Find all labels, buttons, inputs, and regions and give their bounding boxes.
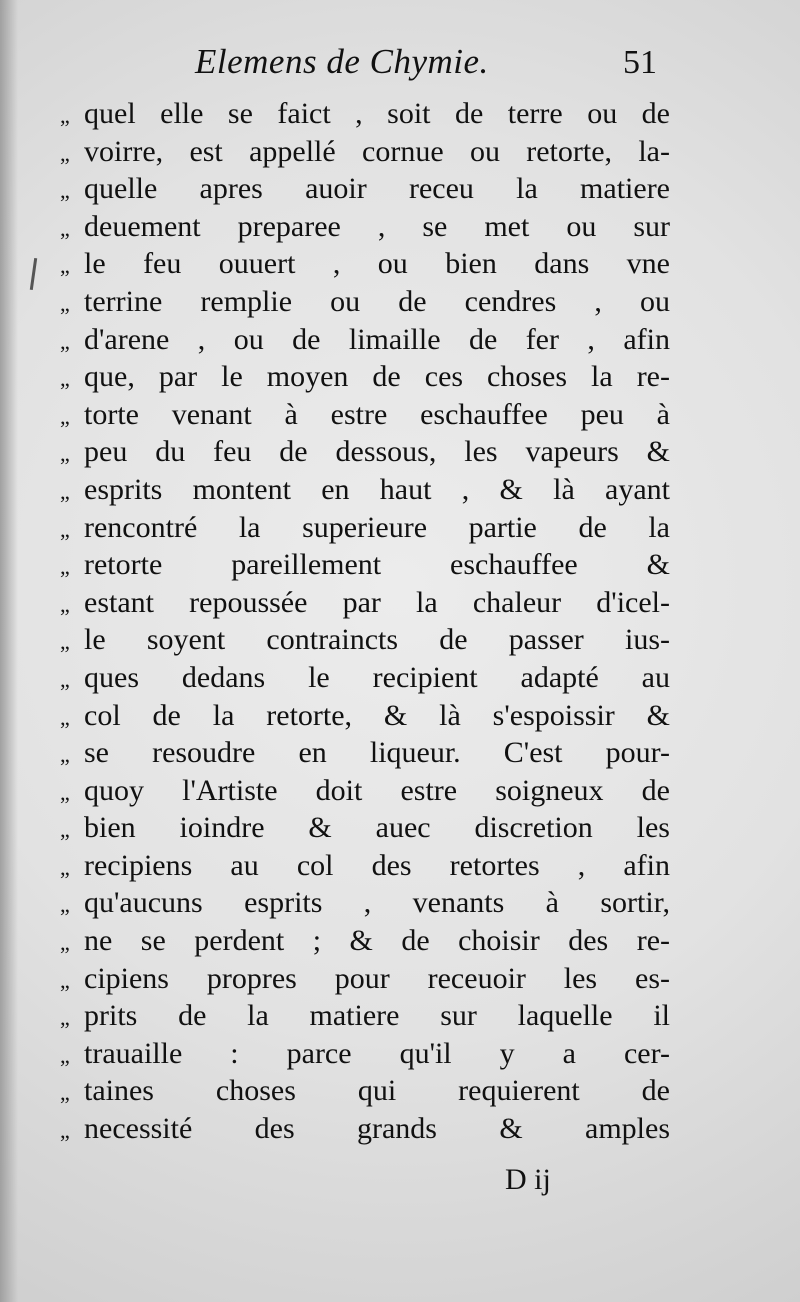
quote-mark: „	[60, 290, 69, 316]
quote-mark: „	[60, 441, 69, 467]
quote-mark: „	[60, 516, 69, 542]
line-text: se resoudre en liqueur. C'est pour-	[84, 736, 670, 770]
text-line	[60, 584, 670, 622]
text-line	[60, 734, 670, 772]
text-line	[60, 960, 670, 998]
text-line	[60, 396, 670, 434]
quote-mark: „	[60, 366, 69, 392]
text-line	[60, 546, 670, 584]
line-text: deuement preparee , se met ou sur	[84, 209, 670, 243]
text-line	[60, 133, 670, 171]
quote-mark: „	[60, 629, 69, 655]
quote-mark: „	[60, 1118, 69, 1144]
line-text: quelle apres auoir receu la matiere	[84, 172, 670, 206]
line-text: torte venant à estre eschauffee peu à	[84, 397, 670, 431]
line-text: terrine remplie ou de cendres , ou	[84, 284, 670, 318]
quote-mark: „	[60, 403, 69, 429]
line-text: recipiens au col des retortes , afin	[84, 848, 670, 882]
gutter-shadow	[0, 0, 18, 1302]
line-text: qu'aucuns esprits , venants à sortir,	[84, 886, 670, 920]
line-text: le soyent contraincts de passer ius-	[84, 623, 670, 657]
quote-mark: „	[60, 967, 69, 993]
text-line	[60, 1072, 670, 1110]
line-text: quoy l'Artiste doit estre soigneux de	[84, 773, 670, 807]
line-text: necessité des grands & amples	[84, 1112, 670, 1146]
quote-mark: „	[60, 779, 69, 805]
page-number: 51	[623, 44, 657, 81]
quote-mark: „	[60, 478, 69, 504]
line-text: cipiens propres pour receuoir les es-	[84, 961, 670, 995]
quote-mark: „	[60, 1005, 69, 1031]
line-text: d'arene , ou de limaille de fer , afin	[84, 322, 670, 356]
text-line	[60, 809, 670, 847]
quote-mark: „	[60, 666, 69, 692]
line-text: peu du feu de dessous, les vapeurs &	[84, 435, 670, 469]
line-text: esprits montent en haut , & là ayant	[84, 472, 670, 506]
quote-mark: „	[60, 591, 69, 617]
quote-mark: „	[60, 328, 69, 354]
page-header	[195, 42, 665, 92]
line-text: le feu ouuert , ou bien dans vne	[84, 247, 670, 281]
quote-mark: „	[60, 1042, 69, 1068]
quote-mark: „	[60, 253, 69, 279]
text-line	[60, 283, 670, 321]
quote-mark: „	[60, 178, 69, 204]
quote-mark: „	[60, 103, 69, 128]
text-line	[60, 1035, 670, 1073]
text-line	[60, 245, 670, 283]
text-line	[60, 433, 670, 471]
margin-mark	[30, 258, 37, 290]
line-text: ques dedans le recipient adapté au	[84, 660, 670, 694]
quote-mark: „	[60, 892, 69, 918]
text-line	[60, 772, 670, 810]
quote-mark: „	[60, 854, 69, 880]
line-text: prits de la matiere sur laquelle il	[84, 999, 670, 1033]
line-text: retorte pareillement eschauffee &	[84, 548, 670, 582]
line-text: quel elle se faict , soit de terre ou de	[84, 97, 670, 130]
running-title: Elemens de Chymie.	[195, 42, 489, 81]
text-line	[60, 170, 670, 208]
quote-mark: „	[60, 817, 69, 843]
text-line	[60, 659, 670, 697]
line-text: rencontré la superieure partie de la	[84, 510, 670, 544]
quote-mark: „	[60, 215, 69, 241]
quote-mark: „	[60, 554, 69, 580]
quote-mark: „	[60, 704, 69, 730]
line-text: col de la retorte, & là s'espoissir &	[84, 698, 670, 732]
text-line	[60, 621, 670, 659]
text-line	[60, 847, 670, 885]
body-text	[60, 95, 670, 1148]
quote-mark: „	[60, 930, 69, 956]
text-line	[60, 208, 670, 246]
signature-mark: D ij	[505, 1163, 551, 1196]
quote-mark: „	[60, 140, 69, 166]
line-text: voirre, est appellé cornue ou retorte, la-	[84, 134, 670, 168]
line-text: taines choses qui requierent de	[84, 1074, 670, 1108]
text-line	[60, 1110, 670, 1148]
text-line	[60, 884, 670, 922]
line-text: bien ioindre & auec discretion les	[84, 811, 670, 845]
text-line	[60, 358, 670, 396]
text-line	[60, 471, 670, 509]
quote-mark: „	[60, 1080, 69, 1106]
line-text: estant repoussée par la chaleur d'icel-	[84, 585, 670, 619]
line-text: que, par le moyen de ces choses la re-	[84, 360, 670, 394]
line-text: trauaille : parce qu'il y a cer-	[84, 1036, 670, 1070]
text-line	[60, 922, 670, 960]
text-line	[60, 321, 670, 359]
quote-mark: „	[60, 742, 69, 768]
text-line	[60, 509, 670, 547]
text-line	[60, 997, 670, 1035]
line-text: ne se perdent ; & de choisir des re-	[84, 924, 670, 958]
text-line	[60, 697, 670, 735]
text-line	[60, 95, 670, 133]
